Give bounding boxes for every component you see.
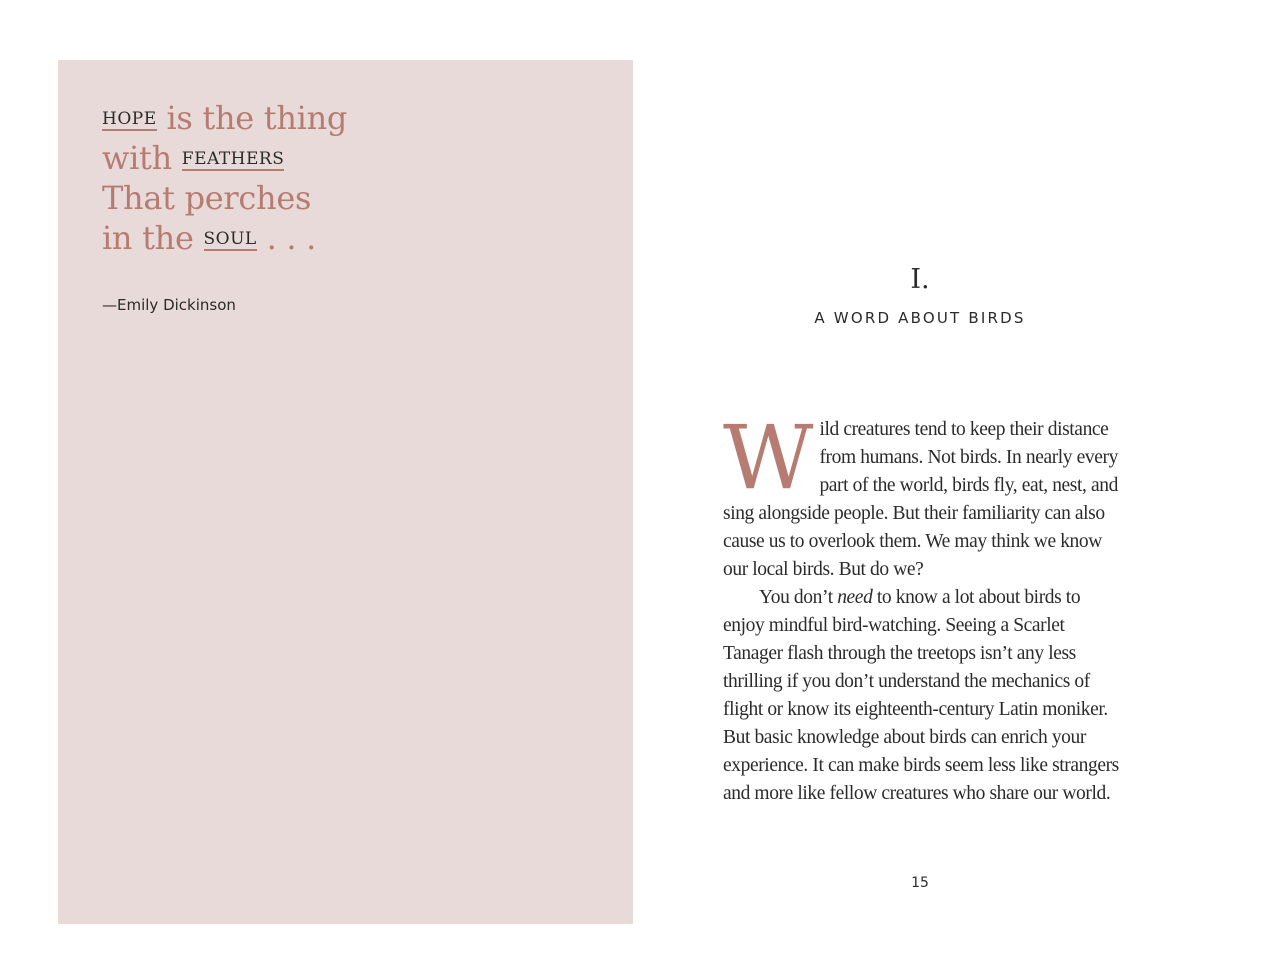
- chapter-title: A WORD ABOUT BIRDS: [814, 309, 1026, 327]
- chapter-number: I.: [910, 264, 930, 295]
- poem-text: in the: [102, 219, 204, 257]
- paragraph-2: [723, 584, 1121, 808]
- body-text: [723, 406, 1121, 808]
- poem-keyword-feathers: FEATHERS: [181, 149, 285, 169]
- poem-text: . . .: [256, 219, 316, 257]
- poem-attribution: —Emily Dickinson: [102, 296, 236, 314]
- poem-line-4: [102, 218, 347, 258]
- poem-text: with: [102, 139, 182, 177]
- poem-line-3: That perches: [102, 179, 312, 217]
- paragraph-2-rest: to know a lot about birds to enjoy mindful bird-watching. Seeing a Scarlet Tanager flash through the treetops isn’t any less thrilling if you don’t understand the mechanics of flight or know its eighteenth-century Latin moniker. But basic knowledge about birds can enrich your experience. It can make birds seem less like strangers and more like fellow creatures who share our world.: [723, 587, 1119, 804]
- right-page: [680, 60, 1160, 924]
- poem-line-1: [102, 98, 347, 138]
- poem-keyword-soul: SOUL: [203, 229, 257, 249]
- left-page: [58, 60, 633, 924]
- poem-keyword-hope: HOPE: [102, 109, 157, 129]
- paragraph-2-start: You don’t: [759, 587, 838, 608]
- poem-text: is the thing: [156, 99, 348, 137]
- paragraph-2-emphasis: need: [837, 587, 873, 608]
- poem-line-2: [102, 138, 347, 178]
- page-number: 15: [911, 875, 929, 891]
- paragraph-1: [723, 406, 1121, 584]
- drop-cap: W: [723, 406, 808, 509]
- paragraph-1-text: ild creatures tend to keep their distance from humans. Not birds. In nearly every part of the world, birds fly, eat, nest, and sing alongside people. But their familiarity can also cause us to overlook them. We may think we know our local birds. But do we?: [723, 419, 1118, 580]
- poem-quote: [102, 98, 347, 258]
